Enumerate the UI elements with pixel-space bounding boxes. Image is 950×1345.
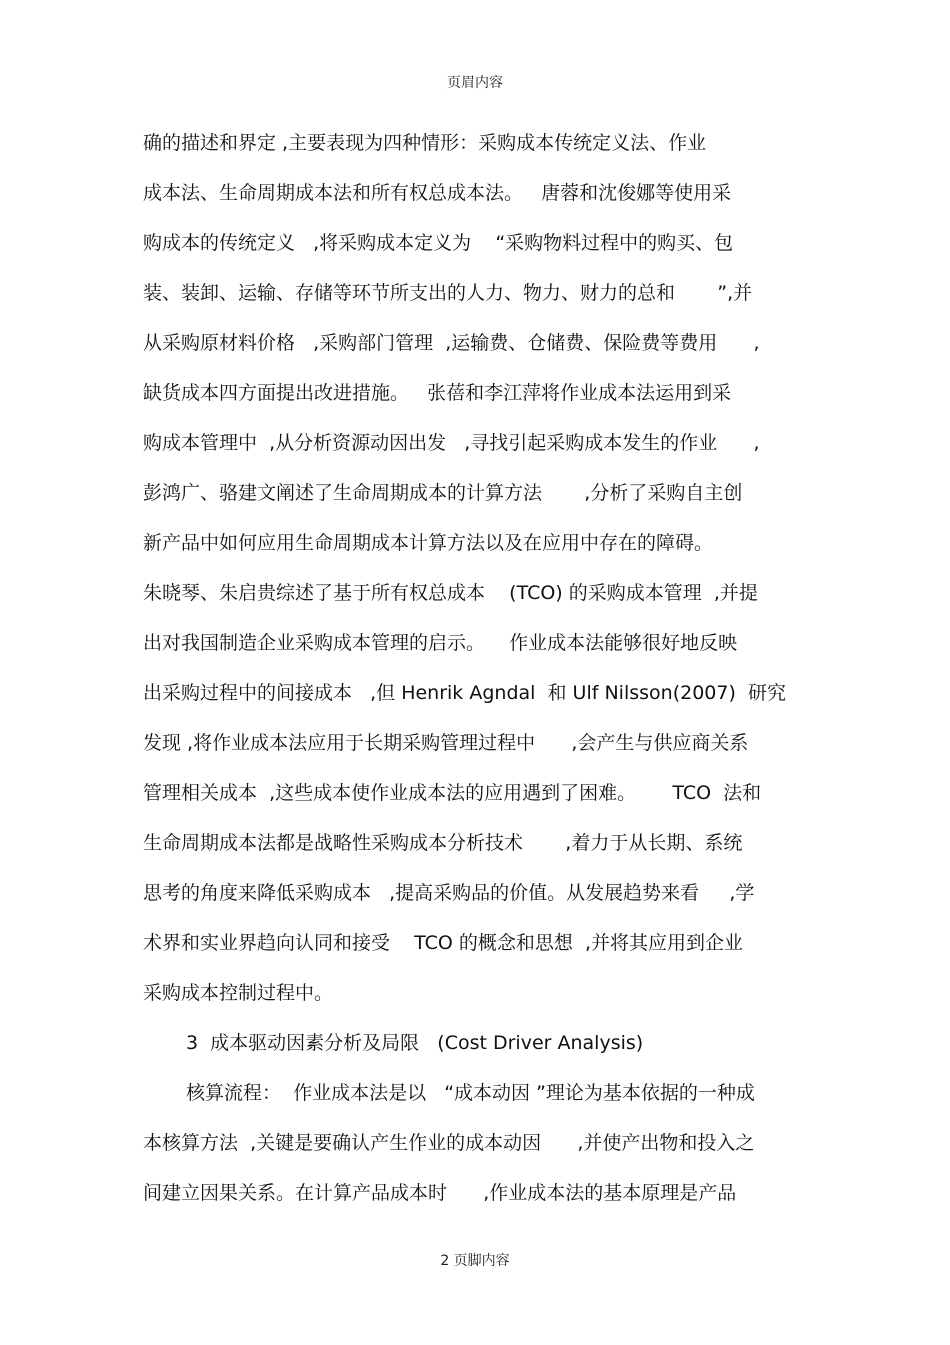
text-line: 核算流程： 作业成本法是以 “成本动因 ”理论为基本依据的一种成 xyxy=(186,1082,755,1104)
text-line: 采购成本控制过程中。 xyxy=(143,982,334,1004)
text-line: 朱晓琴、朱启贵综述了基于所有权总成本 (TCO) 的采购成本管理 ,并提 xyxy=(143,582,758,604)
text-line: 购成本的传统定义 ,将采购成本定义为 “采购物料过程中的购买、包 xyxy=(143,232,734,254)
text-line: 缺货成本四方面提出改进措施。 张蓓和李江萍将作业成本法运用到采 xyxy=(143,382,732,404)
text-line: 管理相关成本 ,这些成本使作业成本法的应用遇到了困难。 TCO 法和 xyxy=(143,782,762,804)
text-line: 从采购原材料价格 ,采购部门管理 ,运输费、仓储费、保险费等费用 , xyxy=(143,332,760,354)
text-line: 装、装卸、运输、存储等环节所支出的人力、物力、财力的总和 ”,并 xyxy=(143,282,753,304)
page-footer: 2 页脚内容 xyxy=(440,1253,510,1269)
text-line: 本核算方法 ,关键是要确认产生作业的成本动因 ,并使产出物和投入之 xyxy=(143,1132,755,1154)
page-header: 页眉内容 xyxy=(447,75,503,91)
text-line: 发现 ,将作业成本法应用于长期采购管理过程中 ,会产生与供应商关系 xyxy=(143,732,749,754)
text-line: 彭鸿广、骆建文阐述了生命周期成本的计算方法 ,分析了采购自主创 xyxy=(143,482,743,504)
text-line: 成本法、生命周期成本法和所有权总成本法。 唐蓉和沈俊娜等使用采 xyxy=(143,182,732,204)
body-text xyxy=(143,118,823,1218)
text-line: 出采购过程中的间接成本 ,但 Henrik Agndal 和 Ulf Nilsson(2007) 研究 xyxy=(143,682,786,704)
text-line: 间建立因果关系。在计算产品成本时 ,作业成本法的基本原理是产品 xyxy=(143,1182,737,1204)
section-heading: 3 成本驱动因素分析及局限 (Cost Driver Analysis) xyxy=(186,1032,644,1054)
text-line: 新产品中如何应用生命周期成本计算方法以及在应用中存在的障碍。 xyxy=(143,532,714,554)
text-line: 购成本管理中 ,从分析资源动因出发 ,寻找引起采购成本发生的作业 , xyxy=(143,432,760,454)
text-line: 生命周期成本法都是战略性采购成本分析技术 ,着力于从长期、系统 xyxy=(143,832,743,854)
text-line: 思考的角度来降低采购成本 ,提高采购品的价值。从发展趋势来看 ,学 xyxy=(143,882,755,904)
text-line: 出对我国制造企业采购成本管理的启示。 作业成本法能够很好地反映 xyxy=(143,632,738,654)
text-line: 确的描述和界定 ,主要表现为四种情形：采购成本传统定义法、作业 xyxy=(143,132,707,154)
text-line: 术界和实业界趋向认同和接受 TCO 的概念和思想 ,并将其应用到企业 xyxy=(143,932,744,954)
